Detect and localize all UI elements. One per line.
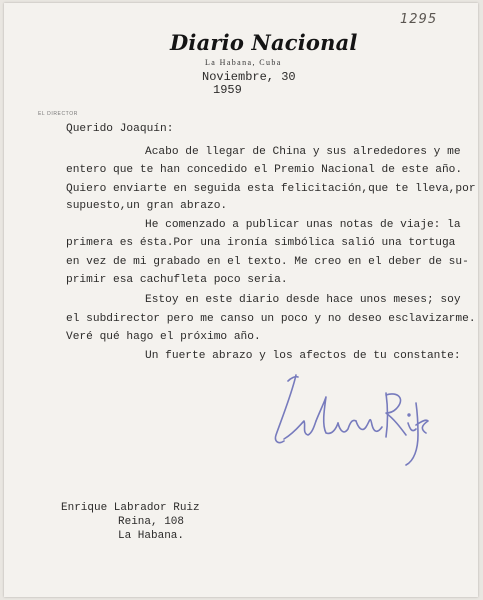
letter-year: 1959: [213, 83, 242, 97]
letter-date: Noviembre, 30: [202, 70, 296, 84]
body-line: Un fuerte abrazo y los afectos de tu constante:: [145, 350, 461, 362]
body-line: primera es ésta.Por una ironía simbólica salió una tortuga: [66, 237, 456, 249]
body-line: en vez de mi grabado en el texto. Me creo en el deber de su-: [66, 256, 469, 268]
handwritten-signature: [266, 363, 436, 473]
body-line: entero que te han concedido el Premio Nacional de este año.: [66, 164, 463, 176]
archive-number: 1295: [400, 12, 438, 27]
letterhead-city: La Habana, Cuba: [205, 58, 282, 67]
body-line: supuesto,un gran abrazo.: [66, 200, 228, 212]
letter-sheet: [4, 3, 478, 597]
body-line: Acabo de llegar de China y sus alrededores y me: [145, 146, 461, 158]
salutation: Querido Joaquín:: [66, 123, 174, 135]
newspaper-masthead: Diario Nacional: [170, 30, 358, 55]
body-line: el subdirector pero me canso un poco y no deseo esclavizarme.: [66, 313, 476, 325]
body-line: He comenzado a publicar unas notas de viaje: la: [145, 219, 461, 231]
body-line: Estoy en este diario desde hace unos meses; soy: [145, 294, 461, 306]
body-line: Veré qué hago el próximo año.: [66, 331, 261, 343]
sender-city: La Habana.: [118, 530, 185, 542]
sender-street: Reina, 108: [118, 516, 185, 528]
director-label: EL DIRECTOR: [38, 111, 78, 117]
sender-name: Enrique Labrador Ruiz: [61, 502, 200, 514]
body-line: Quiero enviarte en seguida esta felicitación,que te lleva,por: [66, 183, 476, 195]
body-line: primir esa cachufleta poco seria.: [66, 274, 288, 286]
